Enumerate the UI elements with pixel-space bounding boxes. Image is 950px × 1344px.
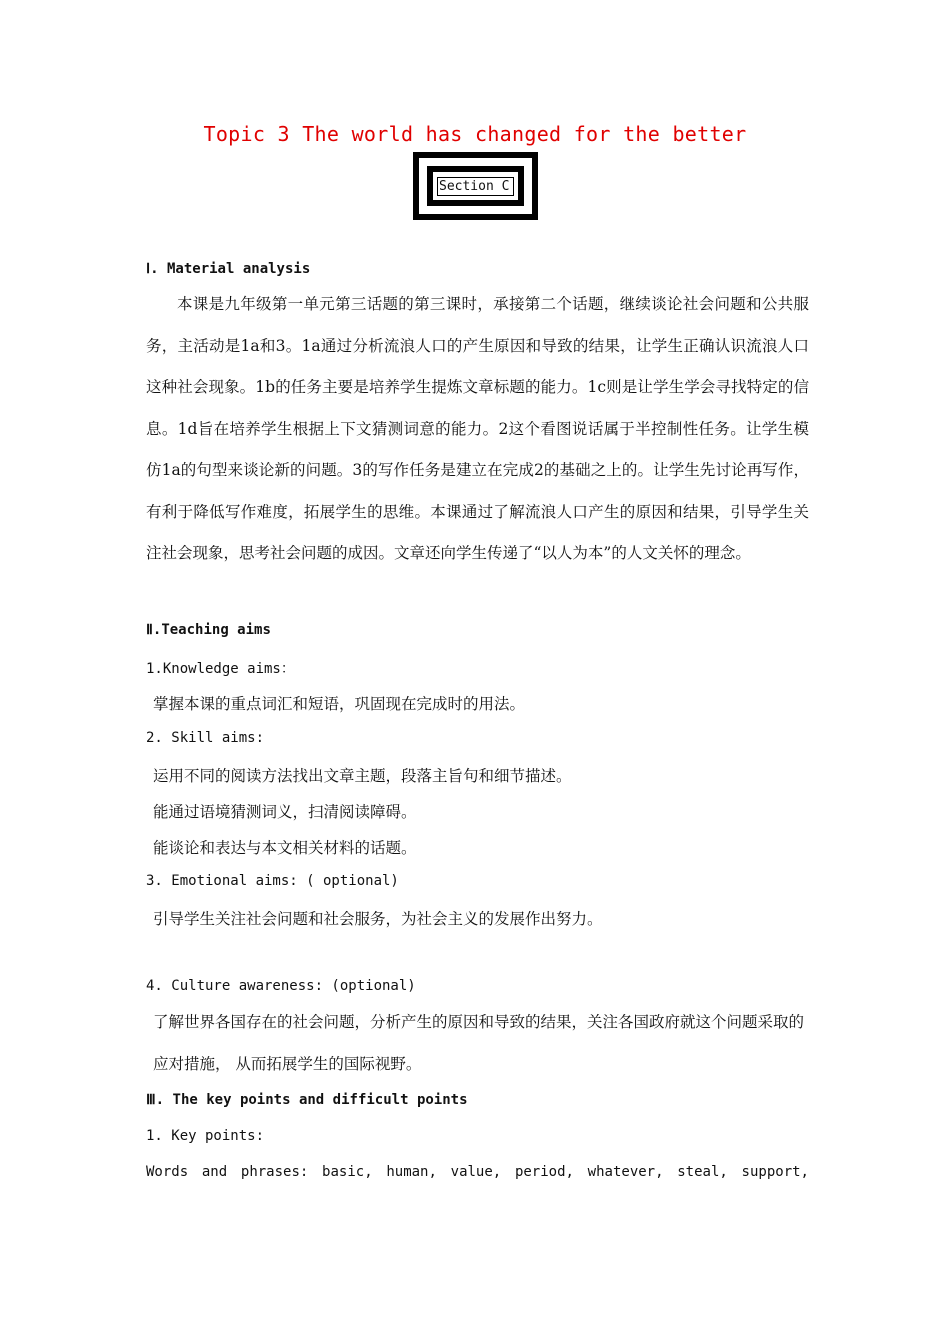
key-points-heading: Ⅲ. The key points and difficult points <box>146 1092 468 1108</box>
page-title: Topic 3 The world has changed for the better <box>203 122 747 146</box>
key-points-label: 1. Key points: <box>146 1128 265 1144</box>
material-analysis-paragraph: 本课是九年级第一单元第三话题的第三课时，承接第二个话题，继续谈论社会问题和公共服务，主活动是1a和3。1a通过分析流浪人口的产生原因和导致的结果，让学生正确认识流浪人口这种社会现象。1b的任务主要是培养学生提炼文章标题的能力。1c则是让学生学会寻找特定的信息。1d旨在培养学生根据上下文猜测词意的能力。2这个看图说话属于半控制性任务。让学生模仿1a的句型来谈论新的问题。3的写作任务是建立在完成2的基础之上的。让学生先讨论再写作，有利于降低写作难度，拓展学生的思维。本课通过了解流浪人口产生的原因和结果，引导学生关注社会现象，思考社会问题的成因。文章还向学生传递了“以人为本”的人文关怀的理念。 <box>146 295 809 562</box>
skill-aims-item: 能通过语境猜测词义，扫清阅读障碍。 <box>153 803 417 821</box>
skill-aims-item: 运用不同的阅读方法找出文章主题，段落主旨句和细节描述。 <box>153 767 572 785</box>
knowledge-aims-label: 1.Knowledge aims： <box>146 661 295 677</box>
skill-aims-label: 2. Skill aims: <box>146 730 265 746</box>
word: value, <box>450 1164 502 1180</box>
word: whatever, <box>587 1164 664 1180</box>
knowledge-aims-text: 掌握本课的重点词汇和短语，巩固现在完成时的用法。 <box>153 695 526 713</box>
word: phrases: <box>240 1164 309 1180</box>
teaching-aims-heading: Ⅱ.Teaching aims <box>146 622 271 638</box>
culture-awareness-text: 了解世界各国存在的社会问题，分析产生的原因和导致的结果，关注各国政府就这个问题采取的应对措施， 从而拓展学生的国际视野。 <box>153 1013 805 1073</box>
section-label: Section C <box>437 177 514 196</box>
word: support, <box>741 1164 809 1180</box>
emotional-aims-text: 引导学生关注社会问题和社会服务，为社会主义的发展作出努力。 <box>153 910 603 928</box>
word: basic, <box>322 1164 373 1180</box>
word: human, <box>386 1164 437 1180</box>
words-and-phrases-line <box>146 1164 809 1180</box>
material-analysis-heading: Ⅰ. Material analysis <box>146 261 311 277</box>
word: steal, <box>677 1164 728 1180</box>
culture-awareness-label: 4. Culture awareness: (optional) <box>146 978 416 994</box>
word: period, <box>514 1164 574 1180</box>
word: and <box>201 1164 228 1180</box>
emotional-aims-label: 3. Emotional aims: ( optional) <box>146 873 399 889</box>
word: Words <box>146 1164 189 1180</box>
skill-aims-item: 能谈论和表达与本文相关材料的话题。 <box>153 839 417 857</box>
